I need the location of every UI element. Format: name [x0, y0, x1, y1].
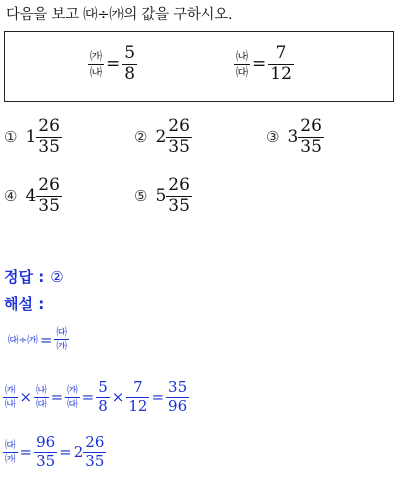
line3-mixed-num: 26	[85, 433, 105, 451]
line2-frac-6-num: 35	[168, 378, 188, 396]
choice-2-num: 26	[168, 116, 190, 136]
times-sign: ×	[111, 388, 125, 407]
line2-frac-1-den: ㈏	[5, 397, 16, 410]
equals-sign: =	[59, 443, 72, 462]
line2-frac-6-den: 96	[168, 396, 188, 415]
line3-frac-2-num: 96	[36, 433, 56, 451]
choice-3-num: 26	[300, 116, 322, 136]
explanation-line-1	[8, 327, 69, 352]
explanation-line-2	[3, 380, 189, 415]
line2-frac-1-num: ㈎	[5, 383, 16, 396]
choice-2-fraction	[166, 118, 192, 157]
equals-sign: =	[81, 388, 95, 407]
equals-sign: =	[252, 54, 267, 75]
line3-frac-2-den: 35	[36, 451, 56, 470]
choice-1-num: 26	[38, 116, 60, 136]
line2-frac-3-den: ㈐	[67, 397, 78, 410]
line2-frac-5-den: 12	[128, 396, 148, 415]
choice-4-fraction	[36, 177, 62, 216]
given-box	[4, 31, 394, 102]
choice-4-whole: 4	[25, 186, 37, 207]
choice-5-den: 35	[168, 195, 190, 216]
line2-frac-2	[34, 385, 49, 410]
choice-4[interactable]	[4, 177, 62, 216]
choice-4-den: 35	[38, 195, 60, 216]
equals-sign: =	[39, 330, 53, 349]
line3-mixed-fraction	[83, 435, 106, 470]
choice-1[interactable]	[4, 118, 62, 157]
given-2-value-den: 12	[270, 63, 292, 84]
given-1-lhs-den: ㈏	[90, 64, 103, 79]
line2-frac-5	[126, 380, 149, 415]
choice-3-marker: ③	[266, 128, 280, 147]
line1-num: ㈐	[56, 326, 67, 338]
line3-frac-1-den: ㈎	[5, 452, 16, 465]
given-2-value-fraction	[268, 45, 294, 84]
choice-2-marker: ②	[134, 128, 148, 147]
line2-frac-3	[65, 385, 80, 410]
line2-frac-4-num: 5	[98, 378, 108, 396]
equals-sign: =	[106, 54, 121, 75]
given-1-lhs-fraction	[88, 50, 104, 78]
line3-mixed-den: 35	[85, 451, 105, 470]
given-2-lhs-fraction	[234, 50, 250, 78]
line1-fraction	[54, 327, 69, 352]
choice-4-marker: ④	[4, 187, 18, 206]
given-2-lhs-num: ㈏	[236, 49, 249, 64]
answer-value: ②	[50, 267, 64, 286]
choice-1-whole: 1	[25, 127, 37, 148]
choice-5-num: 26	[168, 175, 190, 195]
choice-3[interactable]	[266, 118, 324, 157]
given-1-lhs-num: ㈎	[90, 49, 103, 64]
choice-1-fraction	[36, 118, 62, 157]
answer-label: 정답 :	[4, 268, 45, 286]
line2-frac-6	[166, 380, 189, 415]
line1-lhs: ㈐÷㈎	[8, 334, 38, 347]
equals-sign: =	[19, 443, 33, 462]
line3-whole: 2	[73, 443, 84, 462]
line3-frac-2	[34, 435, 57, 470]
choice-5-whole: 5	[155, 186, 167, 207]
equals-sign: =	[50, 388, 64, 407]
given-1-value-fraction	[122, 45, 137, 84]
line2-frac-5-num: 7	[133, 378, 143, 396]
explanation-label: 해설 :	[4, 295, 45, 313]
choice-3-fraction	[298, 118, 324, 157]
given-1	[88, 45, 137, 84]
line1-den: ㈎	[56, 340, 67, 353]
given-2-value-num: 7	[275, 43, 287, 63]
line2-frac-1	[3, 385, 18, 410]
given-2	[234, 45, 294, 84]
line2-frac-2-den: ㈐	[36, 397, 47, 410]
choice-5-marker: ⑤	[134, 187, 148, 206]
choice-2-whole: 2	[155, 127, 167, 148]
given-1-value-num: 5	[124, 43, 136, 63]
choice-4-num: 26	[38, 175, 60, 195]
line2-frac-4	[96, 380, 110, 415]
answer-row	[4, 266, 64, 287]
given-1-value-den: 8	[124, 63, 136, 84]
line2-frac-3-num: ㈎	[67, 383, 78, 396]
times-sign: ×	[19, 388, 33, 407]
given-2-lhs-den: ㈐	[236, 64, 249, 79]
question-text: 다음을 보고 ㈐÷㈎의 값을 구하시오.	[6, 7, 233, 23]
choice-5-fraction	[166, 177, 192, 216]
line3-frac-1	[3, 440, 18, 465]
line2-frac-2-num: ㈏	[36, 383, 47, 396]
choice-2-den: 35	[168, 136, 190, 157]
choice-1-marker: ①	[4, 128, 18, 147]
choice-3-whole: 3	[287, 127, 299, 148]
line2-frac-4-den: 8	[98, 396, 108, 415]
equals-sign: =	[151, 388, 165, 407]
explanation-line-3	[3, 435, 106, 470]
choice-5[interactable]	[134, 177, 192, 216]
line3-frac-1-num: ㈐	[5, 438, 16, 451]
choice-3-den: 35	[300, 136, 322, 157]
choice-2[interactable]	[134, 118, 192, 157]
choice-1-den: 35	[38, 136, 60, 157]
